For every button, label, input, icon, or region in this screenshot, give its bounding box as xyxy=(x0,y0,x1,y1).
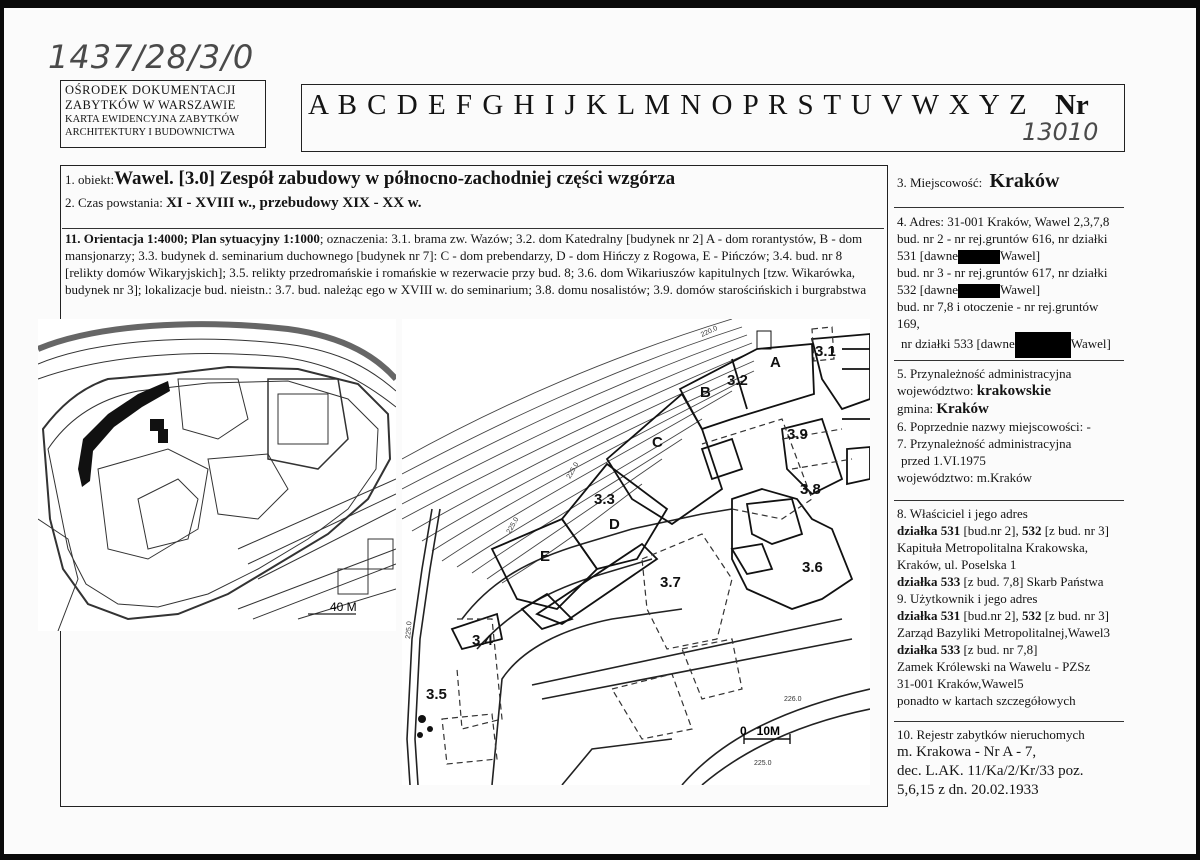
divider-line xyxy=(894,360,1124,361)
contour-label: 226.0 xyxy=(784,696,802,703)
object-label: 1. obiekt: xyxy=(65,172,115,187)
contour-label: 225.0 xyxy=(565,461,581,480)
record-card xyxy=(4,8,1196,854)
admin-line: województwo: krakowskie xyxy=(897,383,1051,399)
institution-line-3: KARTA EWIDENCYJNA ZABYTKÓW xyxy=(65,114,240,125)
address-line: bud. nr 3 - nr rej.gruntów 617, nr działki xyxy=(897,265,1108,281)
address-line: 531 [dawne Wawel] xyxy=(897,248,1041,263)
label-3-7: 3.7 xyxy=(660,574,681,591)
registry-line: 10. Rejestr zabytków nieruchomych xyxy=(897,727,1085,742)
owner-line: ponadto w kartach szczegółowych xyxy=(897,693,1076,708)
alphabet-index-box xyxy=(301,84,1125,152)
label-3-2: 3.2 xyxy=(727,372,748,389)
object-line xyxy=(65,170,675,188)
owner-line: działka 533 [z bud. nr 7,8] xyxy=(897,642,1038,657)
owner-line: Kapituła Metropolitalna Krakowska, xyxy=(897,540,1088,555)
redaction xyxy=(958,250,1000,264)
place-line xyxy=(897,170,1060,192)
place-value: Kraków xyxy=(989,170,1060,192)
registry-line: 5,6,15 z dn. 20.02.1933 xyxy=(897,782,1039,798)
address-line: nr działki 533 [dawne Wawel] xyxy=(897,332,1132,358)
institution-line-1: OŚRODEK DOKUMENTACJI xyxy=(65,83,237,97)
divider-line xyxy=(894,721,1124,722)
divider-line xyxy=(894,207,1124,208)
divider-line xyxy=(62,228,884,229)
admin-line: województwo: m.Kraków xyxy=(897,470,1033,485)
date-label: 2. Czas powstania: xyxy=(65,195,163,210)
site-plan xyxy=(402,319,870,785)
address-line: bud. nr 2 - nr rej.gruntów 616, nr działki xyxy=(897,231,1108,246)
address-line: 532 [dawne Wawel] xyxy=(897,282,1041,298)
label-3-6: 3.6 xyxy=(802,559,823,576)
registry-line: m. Krakowa - Nr A - 7, xyxy=(897,744,1037,760)
owner-block xyxy=(897,505,1132,709)
object-name: Wawel. [3.0] Zespół zabudowy w północno-zachodniej części wzgórza xyxy=(114,168,676,189)
orientation-map xyxy=(38,319,396,631)
alphabet-letters: A B C D E F G H I J K L M N O P R S T U V W X Y Z xyxy=(308,89,1029,121)
divider-line xyxy=(894,500,1124,501)
site-plan-scale: 0 10M xyxy=(740,724,781,738)
address-line: 4. Adres: 31-001 Kraków, Wawel 2,3,7,8 xyxy=(897,214,1110,229)
label-a: A xyxy=(770,354,781,371)
label-3-3: 3.3 xyxy=(594,491,615,508)
admin-line: 5. Przynależność administracyjna xyxy=(897,366,1072,381)
label-3-1: 3.1 xyxy=(815,343,836,360)
label-3-4: 3.4 xyxy=(472,632,493,649)
label-b: B xyxy=(700,384,711,401)
owner-line: 8. Właściciel i jego adres xyxy=(897,506,1028,521)
owner-line: działka 531 [bud.nr 2], 532 [z bud. nr 3] xyxy=(897,523,1109,538)
owner-line: 9. Użytkownik i jego adres xyxy=(897,591,1038,606)
admin-line: 7. Przynależność administracyjna xyxy=(897,436,1072,451)
nr-label: Nr xyxy=(1054,89,1089,121)
label-3-8: 3.8 xyxy=(800,481,821,498)
address-block xyxy=(897,213,1132,358)
owner-line: działka 533 [z bud. 7,8] Skarb Państwa xyxy=(897,574,1104,589)
admin-line: gmina: Kraków xyxy=(897,401,989,417)
registry-line: dec. L.AK. 11/Ka/2/Kr/33 poz. xyxy=(897,763,1084,779)
site-plan-drawing xyxy=(402,319,870,785)
handwritten-reference: 1437/28/3/0 xyxy=(48,38,255,76)
contour-label: 225.0 xyxy=(505,516,521,535)
place-label: 3. Miejscowość: xyxy=(897,175,983,190)
owner-line: 31-001 Kraków,Wawel5 xyxy=(897,676,1024,691)
label-c: C xyxy=(652,434,663,451)
registry-block xyxy=(897,726,1137,800)
date-line xyxy=(65,194,422,212)
contour-label: 225.0 xyxy=(405,621,414,640)
label-3-9: 3.9 xyxy=(787,426,808,443)
institution-line-2: ZABYTKÓW W WARSZAWIE xyxy=(65,98,236,112)
address-line: bud. nr 7,8 i otoczenie - nr rej.gruntów xyxy=(897,299,1099,315)
owner-line: Zamek Królewski na Wawelu - PZSz xyxy=(897,659,1091,674)
orientation-text xyxy=(65,230,883,298)
owner-line: Zarząd Bazyliki Metropolitalnej,Wawel3 xyxy=(897,625,1111,640)
admin-block xyxy=(897,365,1132,486)
label-e: E xyxy=(540,548,551,565)
redaction xyxy=(1015,332,1071,358)
orientation-heading: 11. Orientacja 1:4000; Plan sytuacyjny 1:1000 xyxy=(65,231,320,246)
institution-box xyxy=(60,80,266,148)
label-d: D xyxy=(609,516,620,533)
orientation-map-drawing xyxy=(38,319,396,631)
institution-line-4: ARCHITEKTURY I BUDOWNICTWA xyxy=(65,127,235,138)
contour-label: 220.0 xyxy=(699,325,719,339)
admin-line: 6. Poprzednie nazwy miejscowości: - xyxy=(897,419,1091,434)
label-3-5: 3.5 xyxy=(426,686,447,703)
address-line: 169, xyxy=(897,316,920,332)
orientation-map-scale: 40 M xyxy=(330,600,357,614)
orientation-body: ; oznaczenia: 3.1. brama zw. Wazów; 3.2. dom Katedralny [budynek nr 2] A - dom rorantystów, B - dom mansjonarzy; 3.3. budynek d. seminarium duchownego [budynek nr 7]: C - dom prebendarzy, D - dom Hińczy z Rogowa, E - Pińczów; 3.4. bud. nr 8 [relikty domów Wikaryjskich]; 3.5. relikty przedromańskie i romańskie w rezerwacie przy bud. 8; 3.6. dom Wikariuszów kapitulnych [tzw. Wikarówka, budynek nr 3]; lokalizacje bud. nieistn.: 3.7. bud. należąc ego w XVIII w. do seminarium; 3.8. domu nosalistów; 3.9. domów starościńskich i burgrabstwa xyxy=(65,231,867,297)
handwritten-number: 13010 xyxy=(1022,118,1099,146)
contour-label: 225.0 xyxy=(754,760,772,767)
owner-line: działka 531 [bud.nr 2], 532 [z bud. nr 3] xyxy=(897,608,1109,623)
date-value: XI - XVIII w., przebudowy XIX - XX w. xyxy=(166,195,422,211)
admin-line: przed 1.VI.1975 xyxy=(901,453,986,468)
owner-line: Kraków, ul. Poselska 1 xyxy=(897,557,1017,572)
redaction xyxy=(958,284,1000,298)
